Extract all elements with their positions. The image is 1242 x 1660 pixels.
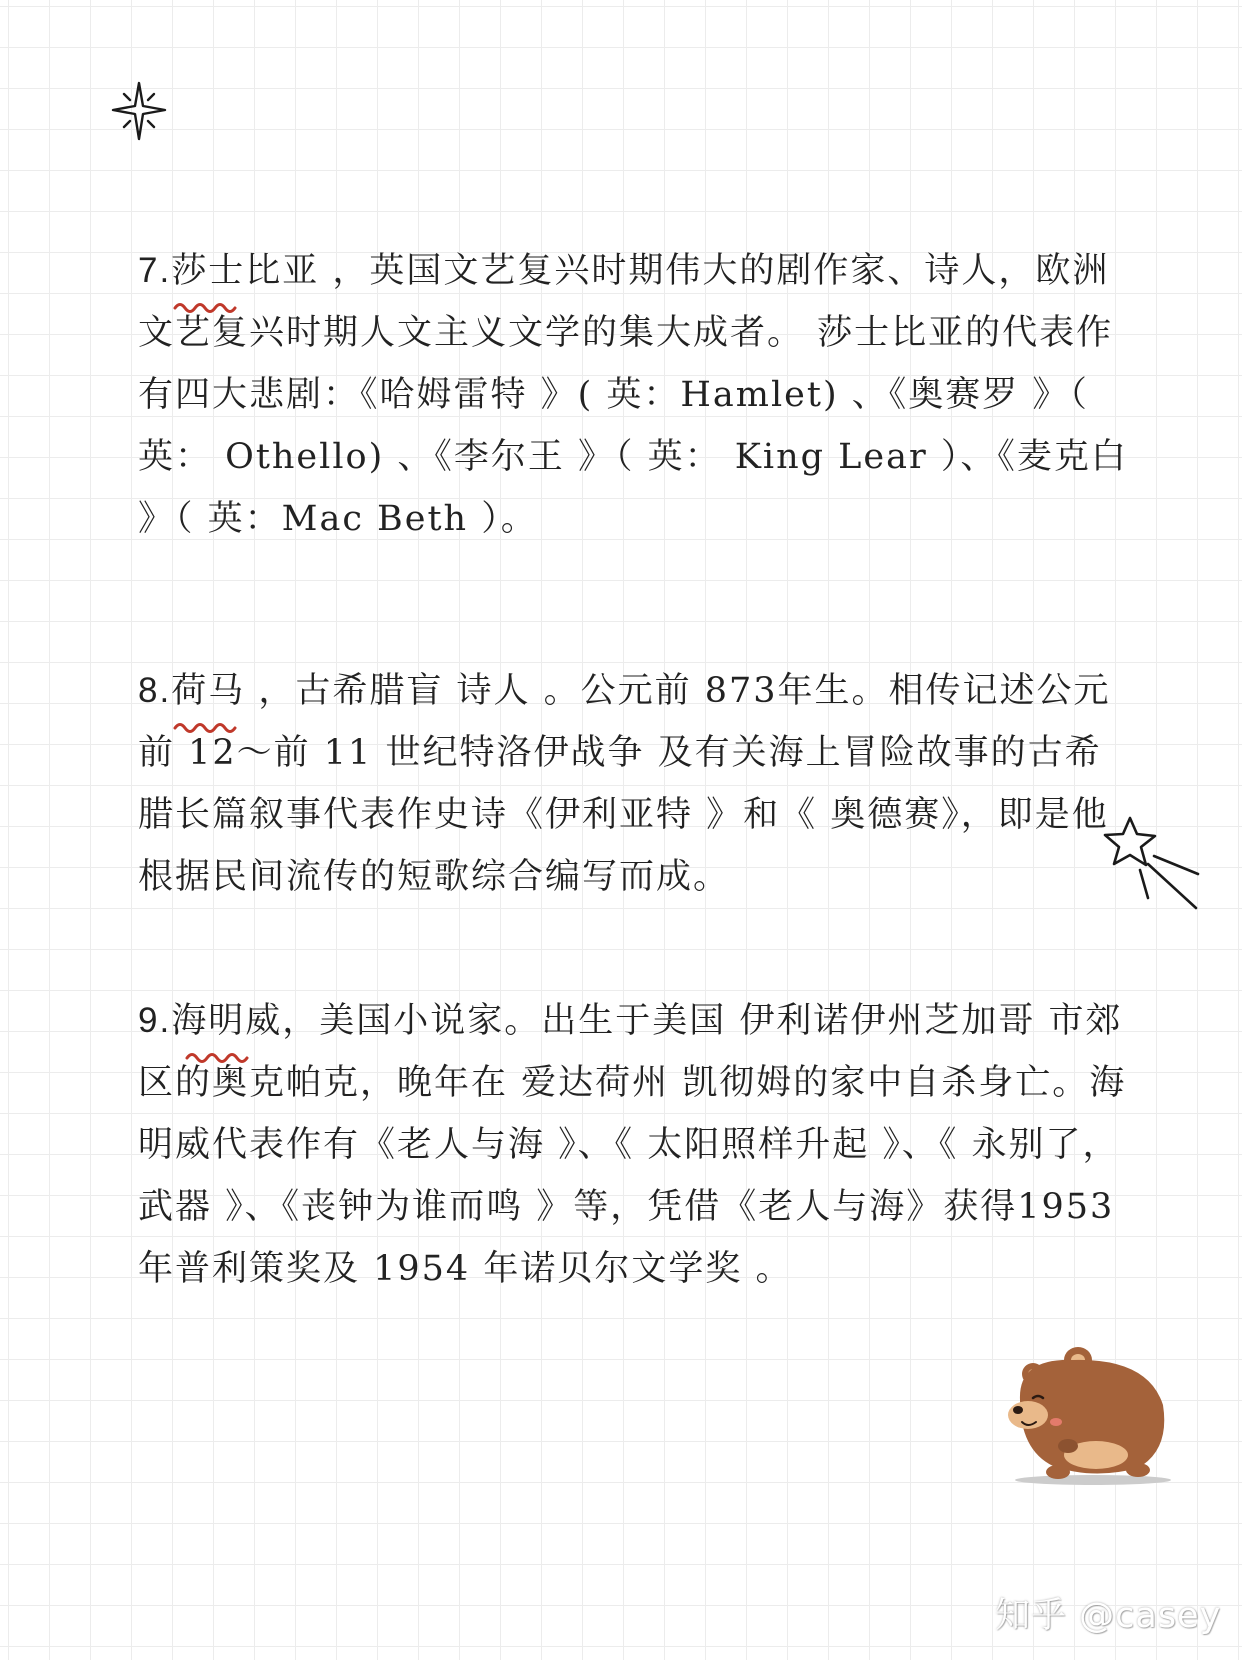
entry-number: 9. xyxy=(138,1001,172,1040)
entry-name xyxy=(171,660,245,722)
squiggle-underline-icon xyxy=(185,1050,255,1064)
entry-hemingway xyxy=(138,990,1128,1300)
entry-text: ，古希腊盲 诗人 。公元前 873年生。相传记述公元前 12～前 11 世纪特洛伊战争 及有关海上冒险故事的古希腊长篇叙事代表作史诗《伊利亚特 》和《 奥德赛》，即是他根据民间流传的短歌综合编写而成。 xyxy=(138,671,1111,897)
squiggle-underline-icon xyxy=(173,720,243,734)
entry-name-text: 莎士比亚 xyxy=(171,251,320,291)
entry-paragraph xyxy=(138,990,1128,1300)
entry-paragraph xyxy=(138,240,1128,550)
entry-homer xyxy=(138,660,1128,908)
entry-name-text: 海明威 xyxy=(171,1001,283,1041)
squiggle-underline-icon xyxy=(173,300,243,314)
entry-number: 8. xyxy=(138,671,172,710)
bear-icon xyxy=(998,1340,1180,1490)
entry-name xyxy=(171,240,319,302)
entry-paragraph xyxy=(138,660,1128,908)
entry-name-text: 荷马 xyxy=(171,671,246,711)
entry-name xyxy=(171,990,282,1052)
entry-text: ，英国文艺复兴时期伟大的剧作家、诗人，欧洲文艺复兴时期人文主义文学的集大成者。 莎士比亚的代表作有四大悲剧：《哈姆雷特 》( 英：Hamlet) 、《奥赛罗 》（ 英： Othello) 、《李尔王 》（ 英： King Lear ）、《麦克白 》（ 英：Mac Beth ）。 xyxy=(138,251,1128,539)
sparkle-icon xyxy=(110,80,168,142)
star-icon xyxy=(1100,812,1220,917)
entry-shakespeare xyxy=(138,240,1128,550)
entry-number: 7. xyxy=(138,251,172,290)
entry-text: ，美国小说家。出生于美国 伊利诺伊州芝加哥 市郊区的奥克帕克，晚年在 爱达荷州 凯彻姆的家中自杀身亡。海明威代表作有《老人与海 》、《 太阳照样升起 》、《 永别了，武器 》、《丧钟为谁而鸣 》等，凭借《老人与海》获得1953年普利策奖及 1954 年诺贝尔文学奖 。 xyxy=(138,1001,1127,1289)
watermark: 知乎 @casey xyxy=(995,1596,1222,1636)
